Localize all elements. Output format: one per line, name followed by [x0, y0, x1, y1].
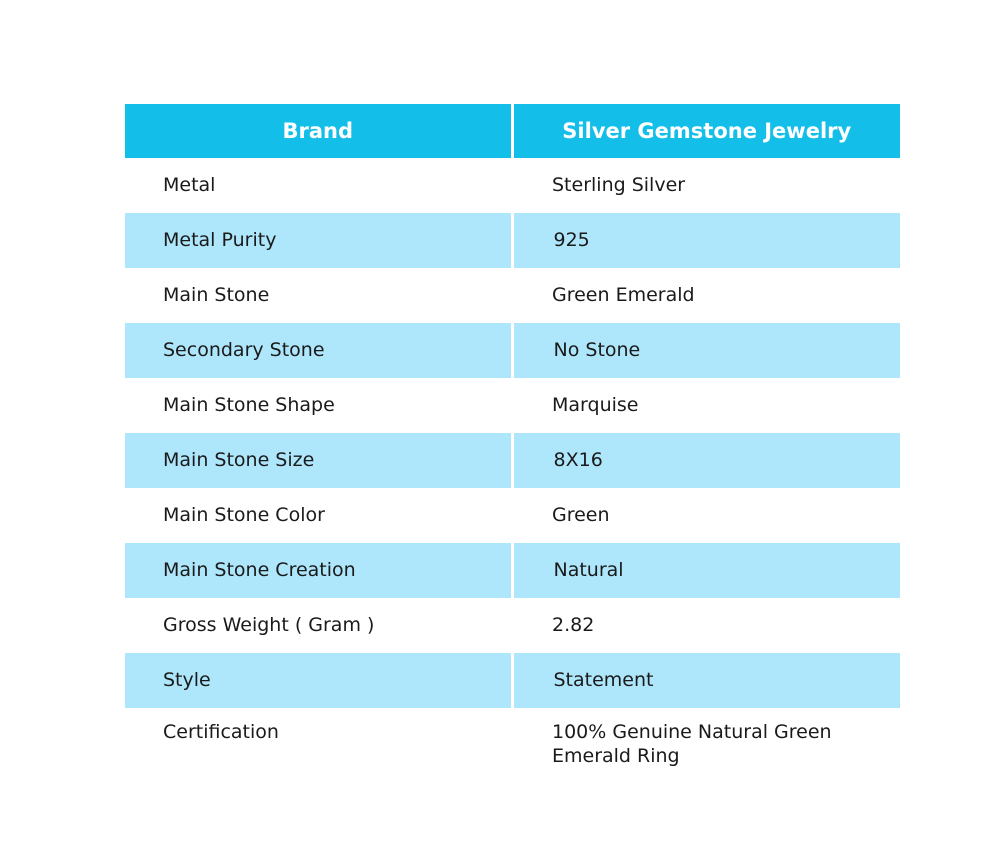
- row-label: Gross Weight ( Gram ): [125, 598, 512, 653]
- row-label: Main Stone Shape: [125, 378, 512, 433]
- table-header: [125, 104, 900, 158]
- row-value: Marquise: [512, 378, 900, 433]
- row-value: 2.82: [512, 598, 900, 653]
- row-value: Sterling Silver: [512, 158, 900, 213]
- header-cell-brand: Brand: [125, 104, 512, 158]
- row-label: Metal Purity: [125, 213, 512, 268]
- table-row: [125, 653, 900, 708]
- table-row: [125, 213, 900, 268]
- header-cell-brand-value: Silver Gemstone Jewelry: [512, 104, 900, 158]
- row-label: Style: [125, 653, 512, 708]
- row-label: Main Stone Color: [125, 488, 512, 543]
- table-row: [125, 158, 900, 213]
- table-body: [125, 158, 900, 782]
- row-label: Main Stone Size: [125, 433, 512, 488]
- table-row: [125, 708, 900, 782]
- table-row: [125, 598, 900, 653]
- row-value: 100% Genuine Natural Green Emerald Ring: [512, 708, 900, 782]
- table-row: [125, 488, 900, 543]
- table-row: [125, 543, 900, 598]
- row-value: Statement: [512, 653, 900, 708]
- row-label: Main Stone Creation: [125, 543, 512, 598]
- row-value: Green Emerald: [512, 268, 900, 323]
- row-label: Secondary Stone: [125, 323, 512, 378]
- row-label: Metal: [125, 158, 512, 213]
- table-row: [125, 268, 900, 323]
- row-value: 925: [512, 213, 900, 268]
- table-header-row: [125, 104, 900, 158]
- product-specification-table: [125, 104, 900, 782]
- row-value: Green: [512, 488, 900, 543]
- table-row: [125, 433, 900, 488]
- row-label: Certification: [125, 708, 512, 782]
- table-row: [125, 378, 900, 433]
- row-value: 8X16: [512, 433, 900, 488]
- row-value: No Stone: [512, 323, 900, 378]
- row-value: Natural: [512, 543, 900, 598]
- row-label: Main Stone: [125, 268, 512, 323]
- table-row: [125, 323, 900, 378]
